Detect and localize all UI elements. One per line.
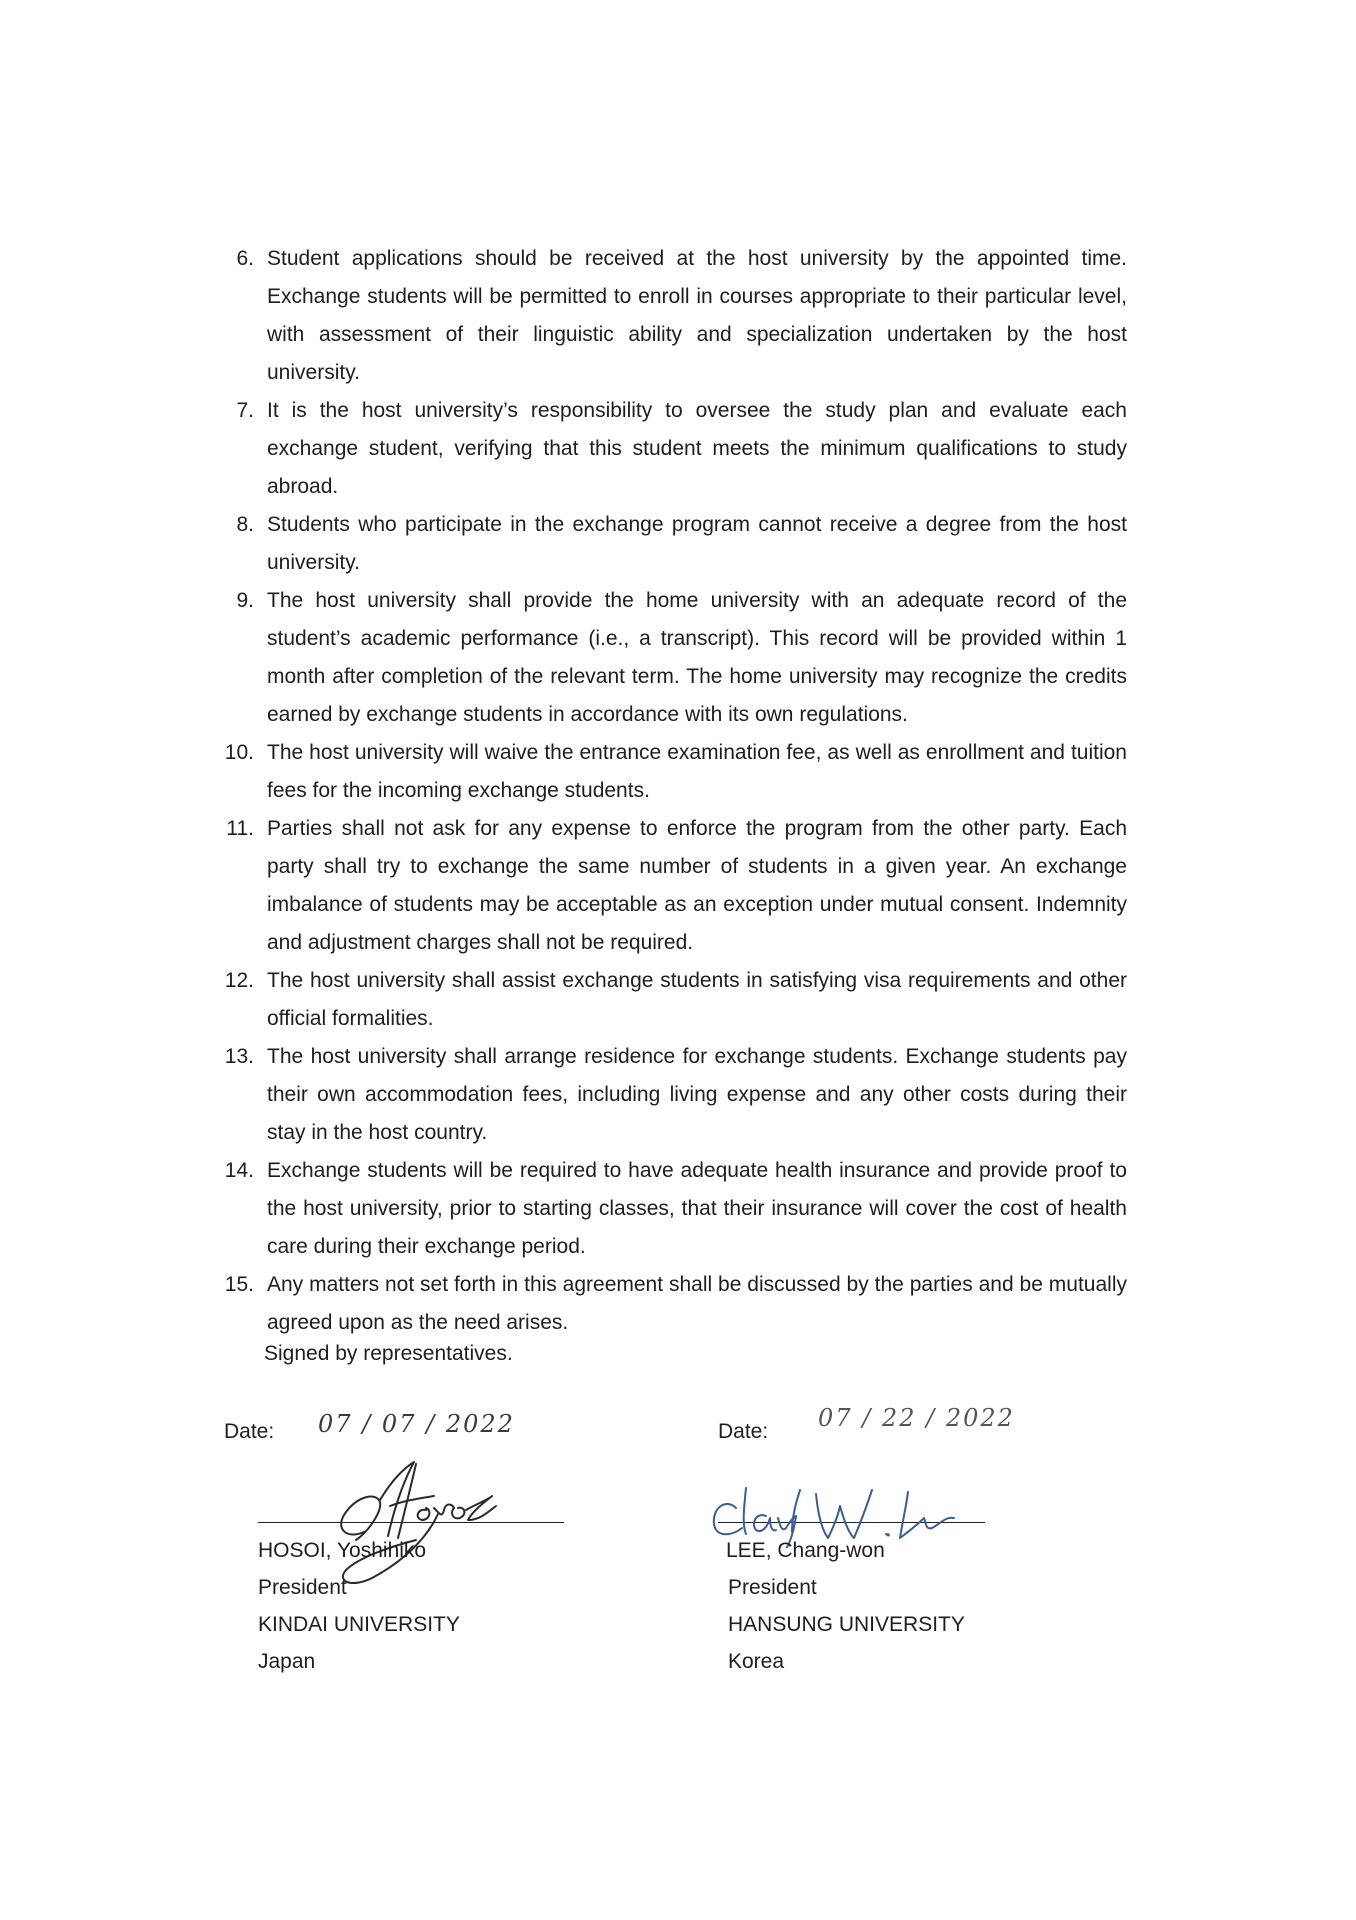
clause-number: 15. [224,1273,254,1296]
clause-item [222,734,1127,810]
signatory-title: President [728,1576,817,1599]
clause-number: 11. [226,817,254,840]
clause-text: Exchange students will be required to have adequate health insurance and provide proof to the host university, prior to starting classes, that their insurance will cover the cost of health care during their exchange period. [267,1159,1127,1258]
signatory-country: Korea [728,1650,785,1673]
clause-number: 7. [236,399,254,422]
handwritten-date: 07 / 07 / 2022 [318,1410,515,1438]
clause-number: 9. [236,589,254,612]
clause-item [222,582,1127,734]
clause-item [222,1266,1127,1342]
signatory-title: President [258,1576,347,1599]
clause-item [222,1152,1127,1266]
clause-item [222,506,1127,582]
clause-item [222,810,1127,962]
signatory-name: HOSOI, Yoshihiko [258,1539,427,1562]
signatory-institution: HANSUNG UNIVERSITY [728,1613,965,1636]
clause-number: 14. [224,1159,254,1182]
clause-text: Student applications should be received at the host university by the appointed time. Exchange students will be permitted to enroll in courses appropriate to their particular level, with assessment of their linguistic ability and specialization undertaken by the host university. [267,247,1127,384]
signatory-details [726,1532,965,1680]
signed-statement: Signed by representatives. [264,1342,513,1365]
clause-item [222,962,1127,1038]
date-label: Date: [224,1420,275,1443]
signatory-details [258,1532,460,1680]
clause-text: Any matters not set forth in this agreement shall be discussed by the parties and be mutually agreed upon as the need arises. [267,1273,1127,1334]
clause-item [222,240,1127,392]
clause-text: Parties shall not ask for any expense to enforce the program from the other party. Each party shall try to exchange the same number of students in a given year. An exchange imbalance of students may be acceptable as an exception under mutual consent. Indemnity and adjustment charges shall not be required. [267,817,1127,954]
clause-number: 12. [224,969,254,992]
signatory-name: LEE, Chang-won [726,1539,885,1562]
clause-text: The host university shall arrange residence for exchange students. Exchange students pay their own accommodation fees, including living expense and any other costs during their stay in the host country. [267,1045,1127,1144]
clause-text: The host university will waive the entrance examination fee, as well as enrollment and tuition fees for the incoming exchange students. [267,741,1127,802]
clause-item [222,392,1127,506]
clause-number: 8. [236,513,254,536]
clause-text: Students who participate in the exchange program cannot receive a degree from the host university. [267,513,1127,574]
clause-text: It is the host university’s responsibility to oversee the study plan and evaluate each exchange student, verifying that this student meets the minimum qualifications to study abroad. [267,399,1127,498]
clause-number: 13. [224,1045,254,1068]
clause-text: The host university shall assist exchange students in satisfying visa requirements and other official formalities. [267,969,1127,1030]
date-row [718,1404,1015,1444]
clause-number: 10. [224,741,254,764]
clause-item [222,1038,1127,1152]
date-row [224,1410,515,1444]
signatory-country: Japan [258,1650,316,1673]
clause-list [222,240,1127,1342]
signatory-institution: KINDAI UNIVERSITY [258,1613,460,1636]
date-label: Date: [718,1420,769,1443]
handwritten-date: 07 / 22 / 2022 [818,1404,1015,1432]
clause-number: 6. [236,247,254,270]
clause-text: The host university shall provide the home university with an adequate record of the student’s academic performance (i.e., a transcript). This record will be provided within 1 month after completion of the relevant term. The home university may recognize the credits earned by exchange students in accordance with its own regulations. [267,589,1127,726]
